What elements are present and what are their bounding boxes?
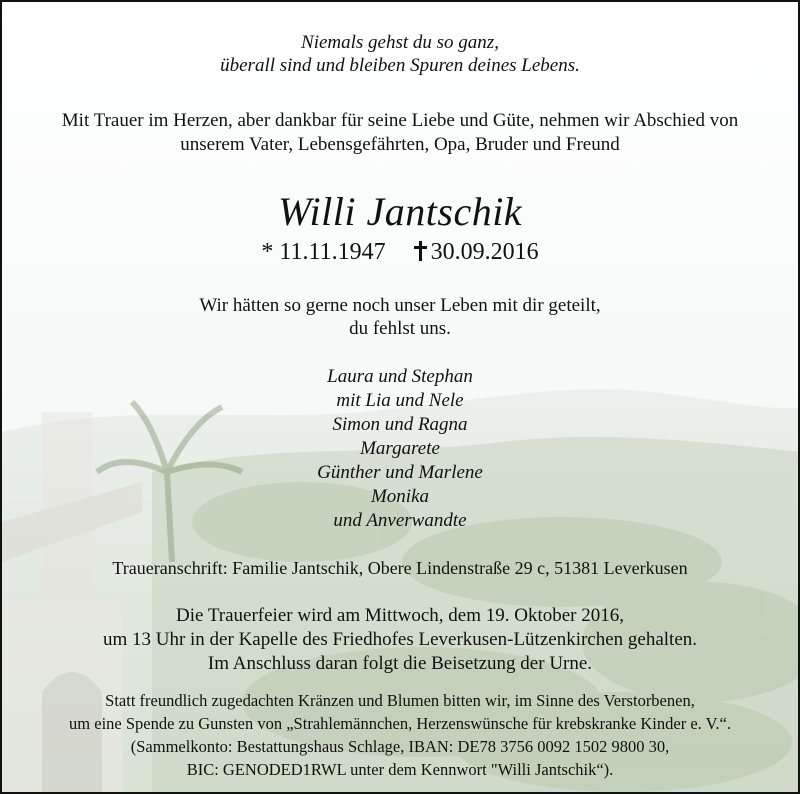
service-line: um 13 Uhr in der Kapelle des Friedhofes Leverkusen-Lützenkirchen gehalten. <box>102 629 698 650</box>
service-line: Im Anschluss daran folgt die Beisetzung der Urne. <box>207 653 593 674</box>
cross-icon <box>414 241 428 261</box>
deceased-name: Willi Jantschik <box>277 189 523 234</box>
donation-note-line: (Sammelkonto: Bestattungshaus Schlage, IBAN: DE78 3756 0092 1502 9800 30, <box>130 737 670 756</box>
mourner-line: Monika <box>370 486 430 507</box>
mourner-line: Simon und Ragna <box>332 414 468 435</box>
obituary-text <box>2 2 798 792</box>
intro-line: Mit Trauer im Herzen, aber dankbar für seine Liebe und Güte, nehmen wir Abschied von <box>61 110 739 131</box>
mourner-line: Margarete <box>360 438 440 459</box>
mourner-line: und Anverwandte <box>333 510 467 531</box>
death-date: 30.09.2016 <box>430 239 539 265</box>
service-line: Die Trauerfeier wird am Mittwoch, dem 19. Oktober 2016, <box>176 605 624 626</box>
intro-line: unserem Vater, Lebensgefährten, Opa, Bruder und Freund <box>180 134 620 155</box>
motto-line: Niemals gehst du so ganz, <box>301 32 499 53</box>
life-dates <box>2 239 798 266</box>
mourner-line: Laura und Stephan <box>327 366 473 387</box>
mourner-line: Günther und Marlene <box>317 462 483 483</box>
motto-line: überall sind und bleiben Spuren deines Lebens. <box>220 55 580 76</box>
quote-line: Wir hätten so gerne noch unser Leben mit dir geteilt, <box>199 295 601 316</box>
mourning-address: Traueranschrift: Familie Jantschik, Obere Lindenstraße 29 c, 51381 Leverkusen <box>112 558 688 578</box>
donation-note-line: Statt freundlich zugedachten Kränzen und Blumen bitten wir, im Sinne des Verstorbenen, <box>105 691 695 710</box>
quote-line: du fehlst uns. <box>349 318 451 339</box>
mourner-line: mit Lia und Nele <box>336 390 464 411</box>
donation-note-line: BIC: GENODED1RWL unter dem Kennwort "Willi Jantschik“). <box>186 760 614 779</box>
donation-note-line: um eine Spende zu Gunsten von „Strahlemännchen, Herzenswünsche für krebskranke Kinder e. V.“. <box>69 714 731 733</box>
birth-date: * 11.11.1947 <box>261 239 386 265</box>
